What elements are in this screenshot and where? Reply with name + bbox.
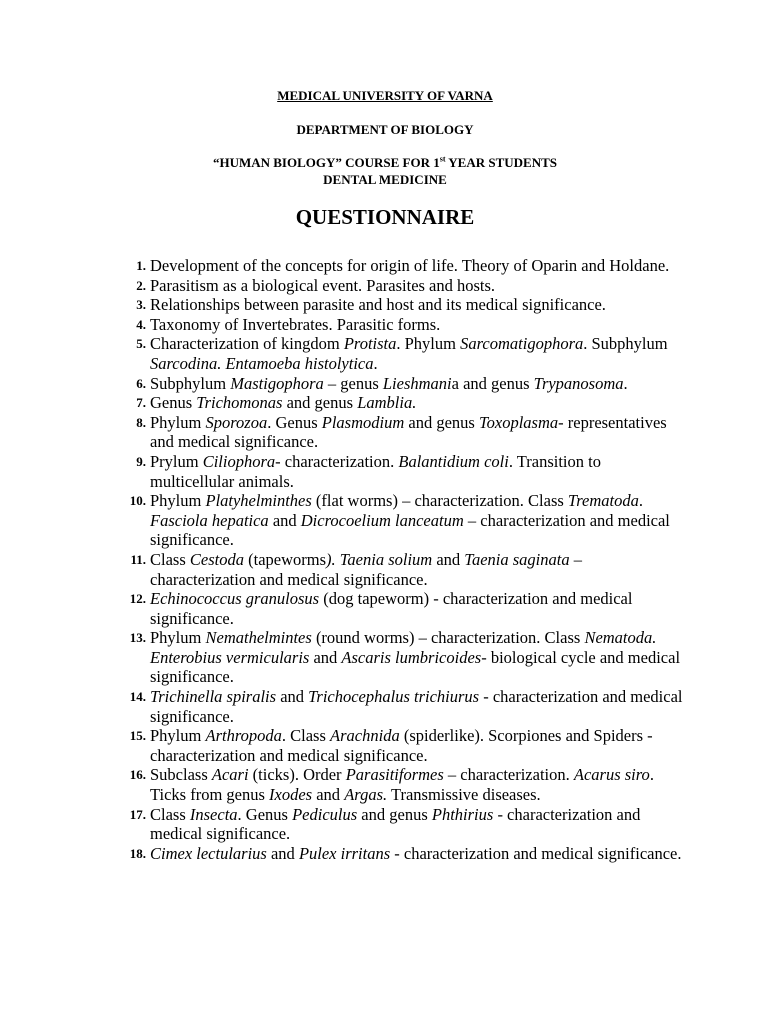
question-text: (ticks). Order xyxy=(248,765,346,785)
page-title: QUESTIONNAIRE xyxy=(295,205,475,229)
question-italic-term: Acarus siro xyxy=(573,765,650,785)
question-text: biological cycle and medical significance. xyxy=(150,647,681,687)
question-text: Parasitism as a biological event. Parasites and hosts. xyxy=(150,275,496,295)
question-text: . Subphylum xyxy=(583,334,668,354)
question-number: 12. xyxy=(129,591,146,607)
question-text: (dog tapeworm) - characterization and medical significance. xyxy=(150,589,633,628)
course-text-post: YEAR STUDENTS xyxy=(445,155,558,170)
question-text: – genus xyxy=(323,373,383,393)
question-item xyxy=(129,491,685,550)
question-text: representatives and medical significance. xyxy=(150,412,667,452)
question-text: (round worms) – characterization. Class xyxy=(311,628,585,648)
question-text: and xyxy=(309,647,342,667)
question-italic-term: Toxoplasma- xyxy=(478,412,564,432)
question-text: Characterization of kingdom xyxy=(150,334,344,354)
question-text: - characterization and medical significance. xyxy=(150,804,641,844)
question-number: 9. xyxy=(136,453,146,469)
question-number: 1. xyxy=(136,258,146,273)
question-text: Phylum xyxy=(150,726,206,746)
question-text: and genus xyxy=(357,804,432,824)
question-italic-term: Ciliophora- xyxy=(202,451,281,471)
question-item xyxy=(136,256,685,276)
question-italic-term: ). Taenia solium xyxy=(326,549,433,569)
question-italic-term: Nemathelmintes xyxy=(205,628,312,648)
question-italic-term: Nematoda. Enterobius vermicularis xyxy=(150,628,657,667)
question-number: 3. xyxy=(136,297,146,313)
question-italic-term: Cestoda xyxy=(189,549,244,569)
question-number: 4. xyxy=(136,316,146,332)
question-item xyxy=(129,804,685,844)
question-text: – characterization. xyxy=(443,765,574,785)
question-text: Phylum xyxy=(150,412,206,432)
question-text: . Class xyxy=(281,726,331,746)
question-text: . Transition to multicellular animals. xyxy=(150,451,601,491)
question-text: and xyxy=(268,510,301,530)
program-name: DENTAL MEDICINE xyxy=(323,172,447,187)
question-italic-term: Platyhelminthes xyxy=(205,491,312,511)
question-italic-term: Acari xyxy=(211,765,249,785)
question-number: 2. xyxy=(136,277,146,293)
question-text: (flat worms) – characterization. Class xyxy=(311,491,568,511)
university-name: MEDICAL UNIVERSITY OF VARNA xyxy=(277,88,493,103)
question-item xyxy=(130,549,685,589)
question-italic-term: Lieshmani xyxy=(382,373,452,393)
question-italic-term: Arthropoda xyxy=(205,726,282,746)
question-text: . Ticks from genus xyxy=(150,765,654,805)
question-text: Class xyxy=(150,549,190,569)
question-text: Development of the concepts for origin of life. Theory of Oparin and Holdane. xyxy=(150,256,670,275)
question-number: 14. xyxy=(129,689,146,705)
question-text: . xyxy=(623,373,628,393)
question-text: . Genus xyxy=(237,804,293,824)
course-line xyxy=(0,155,770,170)
question-italic-term: Ixodes xyxy=(269,785,313,805)
question-italic-term: Ascaris lumbricoides- xyxy=(341,647,487,667)
question-text: (spiderlike). Scorpiones and Spiders - characterization and medical significance. xyxy=(150,726,653,765)
question-italic-term: Pediculus xyxy=(292,804,358,824)
question-number: 17. xyxy=(129,806,146,822)
question-text: and genus xyxy=(282,393,358,413)
question-italic-term: Fasciola hepatica xyxy=(150,510,269,530)
question-italic-term: Argas. xyxy=(344,785,388,805)
question-italic-term: Echinococcus granulosus xyxy=(150,589,320,609)
question-text: and xyxy=(312,785,345,805)
question-number: 15. xyxy=(129,728,146,744)
question-italic-term: Protista xyxy=(343,334,397,354)
question-number: 8. xyxy=(136,414,146,430)
question-item xyxy=(136,275,685,296)
question-number: 5. xyxy=(136,336,146,352)
question-text: Transmissive diseases. xyxy=(387,785,541,805)
question-text: and xyxy=(266,843,299,863)
question-item xyxy=(129,843,685,864)
question-italic-term: Trypanosoma xyxy=(533,373,624,393)
question-text: Class xyxy=(150,804,190,824)
question-text: and xyxy=(432,549,465,569)
question-text: and xyxy=(276,687,309,707)
question-list xyxy=(129,256,685,863)
question-italic-term: Phthirius xyxy=(431,804,494,824)
question-text: . Phylum xyxy=(396,334,461,354)
question-italic-term: Sarcodina. Entamoeba histolytica xyxy=(150,353,374,373)
question-item xyxy=(129,628,685,687)
question-text: Phylum xyxy=(150,628,206,648)
question-text: Genus xyxy=(150,393,197,413)
question-item xyxy=(129,589,685,628)
question-text: (tapeworms xyxy=(243,549,327,569)
question-item xyxy=(136,295,685,315)
question-italic-term: Lamblia. xyxy=(357,393,417,413)
question-italic-term: Trichinella spiralis xyxy=(150,687,277,707)
question-italic-term: Sporozoa xyxy=(205,412,268,432)
question-text: . xyxy=(373,353,378,373)
question-italic-term: Cimex lectularius xyxy=(150,843,267,863)
question-item xyxy=(136,334,685,373)
question-italic-term: Trichocephalus trichiurus xyxy=(308,687,480,707)
question-number: 18. xyxy=(129,845,146,861)
question-item xyxy=(136,393,685,413)
question-text: – characterization and medical significance. xyxy=(150,510,670,550)
question-item xyxy=(136,451,685,491)
course-ordinal-sup: st xyxy=(439,154,446,164)
question-italic-term: Balantidium coli xyxy=(398,451,509,471)
question-text: - characterization and medical significance. xyxy=(150,687,683,726)
question-item xyxy=(136,314,685,335)
question-number: 10. xyxy=(129,493,146,509)
question-number: 16. xyxy=(129,767,146,783)
question-number: 6. xyxy=(136,375,146,391)
question-text: Subphylum xyxy=(150,373,231,393)
question-number: 7. xyxy=(136,395,146,411)
question-item xyxy=(136,373,685,394)
question-text: Prylum xyxy=(150,451,203,471)
question-text: and genus xyxy=(404,412,479,432)
question-text: Subclass xyxy=(150,765,212,785)
question-italic-term: Taenia saginata xyxy=(464,549,570,569)
question-text: Relationships between parasite and host and its medical significance. xyxy=(150,295,606,315)
question-item xyxy=(129,687,685,726)
question-text: Taxonomy of Invertebrates. Parasitic forms. xyxy=(150,314,441,334)
question-italic-term: Trichomonas xyxy=(196,393,283,413)
question-italic-term: Sarcomatigophora xyxy=(460,334,584,354)
question-text: – characterization and medical significance. xyxy=(150,549,582,589)
question-number: 11. xyxy=(130,551,146,567)
question-item xyxy=(129,726,685,765)
question-italic-term: Dicrocoelium lanceatum xyxy=(300,510,464,530)
question-italic-term: Trematoda xyxy=(567,491,639,511)
question-text: Phylum xyxy=(150,491,206,511)
question-item xyxy=(129,765,685,805)
question-italic-term: Plasmodium xyxy=(321,412,405,432)
question-text: characterization. xyxy=(280,451,399,471)
question-text: a and genus xyxy=(451,373,534,393)
question-number: 13. xyxy=(129,630,146,646)
question-text: - characterization and medical significance. xyxy=(390,843,682,863)
question-italic-term: Insecta xyxy=(189,804,238,824)
question-italic-term: Mastigophora xyxy=(230,373,324,393)
question-italic-term: Arachnida xyxy=(330,726,400,746)
question-italic-term: Pulex irritans xyxy=(298,843,391,863)
department-name: DEPARTMENT OF BIOLOGY xyxy=(296,122,474,137)
question-text: . Genus xyxy=(267,412,322,432)
question-italic-term: Parasitiformes xyxy=(345,765,444,785)
question-item xyxy=(136,412,685,452)
course-text-pre: “HUMAN BIOLOGY” COURSE FOR 1 xyxy=(212,155,440,170)
question-text: . xyxy=(638,491,643,511)
